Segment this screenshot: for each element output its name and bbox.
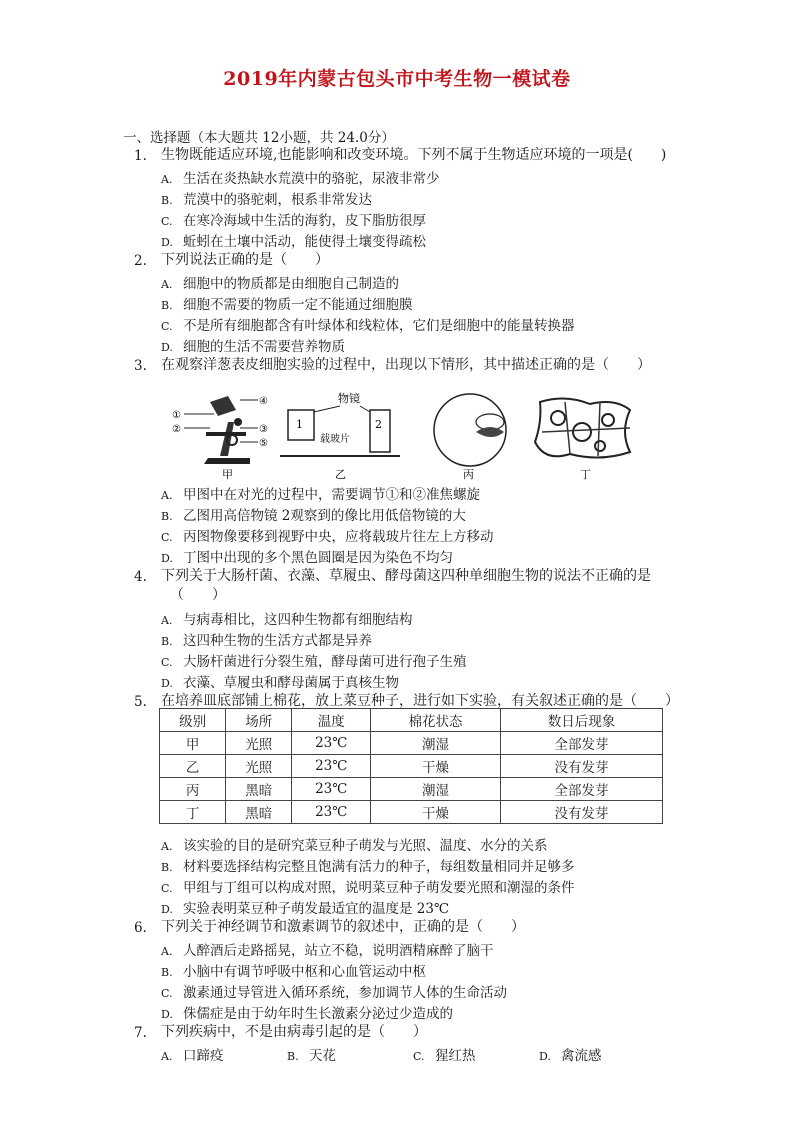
- option-b: [161, 504, 466, 524]
- option-a: [161, 1044, 224, 1064]
- option-label: D.: [161, 236, 173, 249]
- option-text: 大肠杆菌进行分裂生殖，酵母菌可进行孢子生殖: [183, 654, 467, 670]
- option-label: B.: [161, 635, 173, 648]
- table-cell: 全部发芽: [501, 778, 663, 801]
- mark-2: ②: [172, 424, 181, 435]
- option-label: C.: [161, 320, 173, 333]
- mark-1: ①: [172, 410, 181, 421]
- experiment-table: [159, 708, 663, 824]
- option-text: 该实验的目的是研究菜豆种子萌发与光照、温度、水分的关系: [183, 838, 548, 854]
- table-cell: 乙: [160, 755, 226, 778]
- option-b: [161, 293, 413, 313]
- table-cell: 丙: [160, 778, 226, 801]
- option-a: [161, 939, 494, 959]
- table-cell: 没有发芽: [501, 801, 663, 824]
- table-cell: 丁: [160, 801, 226, 824]
- question-number: 7.: [134, 1025, 147, 1041]
- option-c: [413, 1044, 476, 1064]
- option-text: 与病毒相比，这四种生物都有细胞结构: [183, 612, 413, 628]
- microscope-figure: [172, 396, 268, 480]
- option-text: 材料要选择结构完整且饱满有活力的种子，每组数量相同并足够多: [183, 859, 575, 875]
- option-b: [161, 960, 426, 980]
- option-label: A.: [161, 614, 173, 627]
- option-c: [161, 981, 507, 1001]
- question-number: 6.: [134, 920, 147, 936]
- table-cell: 黑暗: [226, 801, 292, 824]
- option-label: C.: [161, 215, 173, 228]
- figure-label-jia: 甲: [222, 468, 233, 480]
- option-text: 细胞不需要的物质一定不能通过细胞膜: [183, 297, 413, 313]
- table-cell: 干燥: [371, 801, 501, 824]
- question-text: 在观察洋葱表皮细胞实验的过程中，出现以下情形，其中描述正确的是（ ）: [161, 357, 651, 373]
- option-d: [539, 1044, 602, 1064]
- option-b: [161, 855, 575, 875]
- table-cell: 黑暗: [226, 778, 292, 801]
- question-number: 4.: [134, 569, 147, 585]
- table-header: 数日后现象: [501, 709, 663, 732]
- question-text: 下列疾病中，不是由病毒引起的是（ ）: [161, 1024, 427, 1040]
- table-header-row: [160, 709, 663, 732]
- table-cell: 23℃: [292, 778, 371, 801]
- table-cell: 23℃: [292, 801, 371, 824]
- option-label: B.: [287, 1050, 299, 1063]
- question-number: 2.: [134, 253, 147, 269]
- lens-1: 1: [296, 418, 303, 431]
- option-d: [161, 546, 453, 566]
- question-number: 5.: [134, 694, 147, 710]
- option-a: [161, 272, 399, 292]
- option-label: A.: [161, 1050, 173, 1063]
- option-text: 甲组与丁组可以构成对照，说明菜豆种子萌发要光照和潮湿的条件: [183, 880, 575, 896]
- table-cell: 干燥: [371, 755, 501, 778]
- option-label: D.: [161, 552, 173, 565]
- option-text: 丙图物像要移到视野中央，应将载玻片往左上方移动: [183, 529, 494, 545]
- option-text: 蚯蚓在土壤中活动，能使得土壤变得疏松: [183, 234, 426, 250]
- table-row: [160, 801, 663, 824]
- figure-label-yi: 乙: [335, 468, 346, 480]
- table-header: 级别: [160, 709, 226, 732]
- option-d: [161, 1002, 453, 1022]
- table-cell: 潮湿: [371, 732, 501, 755]
- option-text: 细胞的生活不需要营养物质: [183, 339, 345, 355]
- option-label: A.: [161, 278, 173, 291]
- option-text: 人醉酒后走路摇晃，站立不稳，说明酒精麻醉了脑干: [183, 943, 494, 959]
- table-cell: 光照: [226, 732, 292, 755]
- option-label: D.: [539, 1050, 551, 1063]
- table-header: 温度: [292, 709, 371, 732]
- question-text: 生物既能适应环境,也能影响和改变环境。下列不属于生物适应环境的一项是( ): [161, 147, 667, 163]
- option-label: D.: [161, 1008, 173, 1021]
- option-text: 猩红热: [435, 1048, 476, 1064]
- option-text: 禽流感: [561, 1048, 602, 1064]
- mark-3: ③: [259, 424, 268, 435]
- option-label: B.: [161, 510, 173, 523]
- option-label: A.: [161, 945, 173, 958]
- question-text: 下列关于神经调节和激素调节的叙述中，正确的是（ ）: [161, 919, 525, 935]
- field-view-figure: [434, 394, 506, 480]
- option-c: [161, 209, 426, 229]
- option-text: 甲图中在对光的过程中，需要调节①和②准焦螺旋: [183, 487, 480, 503]
- table-row: [160, 755, 663, 778]
- option-label: A.: [161, 840, 173, 853]
- option-label: C.: [161, 882, 173, 895]
- table-cell: 甲: [160, 732, 226, 755]
- option-a: [161, 167, 440, 187]
- option-text: 小脑中有调节呼吸中枢和心血管运动中枢: [183, 964, 426, 980]
- option-d: [161, 335, 345, 355]
- section-heading: 一、选择题（本大题共 12小题，共 24.0分）: [123, 130, 395, 146]
- slide-label: 载玻片: [320, 434, 350, 445]
- option-c: [161, 314, 575, 334]
- option-text: 这四种生物的生活方式都是异养: [183, 633, 372, 649]
- page-title: 2019年内蒙古包头市中考生物一模试卷: [223, 68, 571, 90]
- option-a: [161, 834, 548, 854]
- option-text: 荒漠中的骆驼刺，根系非常发达: [183, 192, 372, 208]
- option-text: 天花: [309, 1048, 336, 1064]
- table-header: 棉花状态: [371, 709, 501, 732]
- option-label: C.: [413, 1050, 425, 1063]
- option-label: C.: [161, 987, 173, 1000]
- option-text: 侏儒症是由于幼年时生长激素分泌过少造成的: [183, 1006, 453, 1022]
- option-b: [161, 188, 372, 208]
- option-label: A.: [161, 489, 173, 502]
- table-header: 场所: [226, 709, 292, 732]
- option-label: B.: [161, 194, 173, 207]
- option-text: 细胞中的物质都是由细胞自己制造的: [183, 276, 399, 292]
- option-text: 生活在炎热缺水荒漠中的骆驼，尿液非常少: [183, 171, 440, 187]
- table-cell: 没有发芽: [501, 755, 663, 778]
- option-text: 实验表明菜豆种子萌发最适宜的温度是 23℃: [183, 901, 450, 917]
- question-number: 3.: [134, 358, 147, 374]
- option-text: 不是所有细胞都含有叶绿体和线粒体，它们是细胞中的能量转换器: [183, 318, 575, 334]
- option-b: [287, 1044, 336, 1064]
- option-label: B.: [161, 966, 173, 979]
- option-label: B.: [161, 861, 173, 874]
- objective-figure: [280, 392, 400, 480]
- option-c: [161, 876, 575, 896]
- option-label: D.: [161, 677, 173, 690]
- question-text: 在培养皿底部铺上棉花，放上菜豆种子，进行如下实验，有关叙述正确的是（ ）: [161, 693, 679, 709]
- option-a: [161, 608, 413, 628]
- option-a: [161, 483, 480, 503]
- question-text-cont: （ ）: [170, 587, 226, 603]
- option-text: 衣藻、草履虫和酵母菌属于真核生物: [183, 675, 399, 691]
- option-label: C.: [161, 531, 173, 544]
- mark-5: ⑤: [259, 438, 268, 449]
- question-number: 1.: [134, 148, 147, 164]
- question-text: 下列关于大肠杆菌、衣藻、草履虫、酵母菌这四种单细胞生物的说法不正确的是: [161, 568, 651, 584]
- microscope-figures: [170, 392, 640, 480]
- figure-label-bing: 丙: [463, 468, 474, 480]
- table-cell: 23℃: [292, 755, 371, 778]
- option-text: 乙图用高倍物镜 2观察到的像比用低倍物镜的大: [183, 508, 466, 524]
- mark-4: ④: [259, 396, 268, 407]
- option-text: 在寒冷海域中生活的海豹，皮下脂肪很厚: [183, 213, 426, 229]
- option-label: D.: [161, 341, 173, 354]
- option-b: [161, 629, 372, 649]
- table-cell: 光照: [226, 755, 292, 778]
- cells-figure: [535, 398, 630, 480]
- lens-2: 2: [375, 418, 382, 431]
- question-text: 下列说法正确的是（ ）: [161, 252, 329, 268]
- option-label: D.: [161, 903, 173, 916]
- option-d: [161, 230, 426, 250]
- objective-label: 物镜: [338, 392, 360, 405]
- table-cell: 潮湿: [371, 778, 501, 801]
- option-label: C.: [161, 656, 173, 669]
- option-c: [161, 525, 494, 545]
- table-row: [160, 732, 663, 755]
- option-text: 口蹄疫: [183, 1048, 224, 1064]
- option-text: 丁图中出现的多个黑色圆圈是因为染色不均匀: [183, 550, 453, 566]
- option-d: [161, 671, 399, 691]
- table-cell: 23℃: [292, 732, 371, 755]
- option-d: [161, 897, 449, 917]
- table-row: [160, 778, 663, 801]
- option-label: B.: [161, 299, 173, 312]
- option-label: A.: [161, 173, 173, 186]
- option-c: [161, 650, 467, 670]
- table-cell: 全部发芽: [501, 732, 663, 755]
- figure-label-ding: 丁: [580, 468, 591, 480]
- option-text: 激素通过导管进入循环系统，参加调节人体的生命活动: [183, 985, 507, 1001]
